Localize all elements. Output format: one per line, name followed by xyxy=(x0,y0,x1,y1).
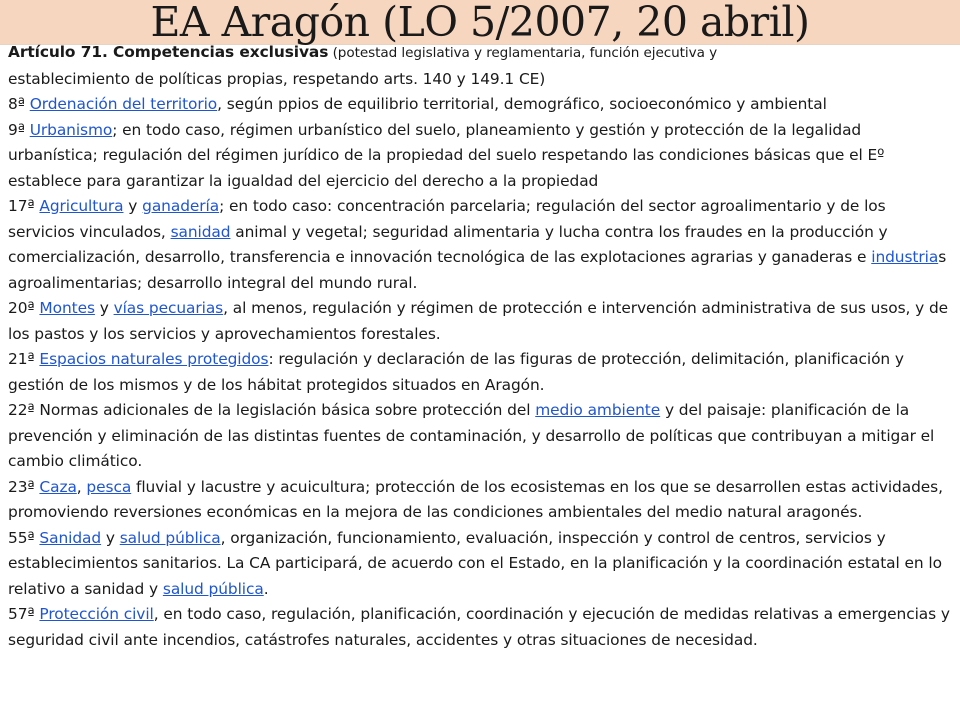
item-text: y del paisaje: planificación de la prevención y eliminación de las distintas fuentes de contaminación, y desarrollo de políticas que contribuyan a mitigar el cambio climático. xyxy=(8,401,935,470)
link-ganaderia[interactable]: ganadería xyxy=(142,197,220,215)
item-number: 55ª xyxy=(8,528,40,547)
link-urbanismo[interactable]: Urbanismo xyxy=(29,120,113,139)
item-21 xyxy=(8,347,950,398)
item-57 xyxy=(8,602,950,653)
slide-title: EA Aragón (LO 5/2007, 20 abril) xyxy=(150,0,810,46)
item-text: . xyxy=(263,579,269,598)
item-55 xyxy=(8,526,950,603)
link-caza[interactable]: Caza xyxy=(39,477,77,496)
link-medio-ambiente[interactable]: medio ambiente xyxy=(535,401,661,419)
item-text: animal y vegetal; seguridad alimentaria y lucha contra los fraudes en la producción y comercialización, desarrollo, transferencia e innovación tecnológica de las explotaciones agrarias y ganaderas e xyxy=(8,222,888,266)
item-number: 23ª xyxy=(8,477,40,496)
link-salud-publica[interactable]: salud pública xyxy=(119,528,221,547)
item-text: s agroalimentarias; desarrollo integral del mundo rural. xyxy=(8,248,947,292)
link-sanidad-55[interactable]: Sanidad xyxy=(39,528,102,547)
link-ordenacion-territorio[interactable]: Ordenación del territorio xyxy=(29,95,218,113)
link-proteccion-civil[interactable]: Protección civil xyxy=(39,605,154,623)
intro-paren-2: establecimiento de políticas propias, respetando arts. 140 y 149.1 CE) xyxy=(8,69,546,88)
link-salud-publica-2[interactable]: salud pública xyxy=(162,579,264,598)
article-intro xyxy=(8,40,950,92)
item-17 xyxy=(8,194,950,296)
item-text: ; en todo caso, régimen urbanístico del suelo, planeamiento y gestión y protección de la legalidad urbanística; regulación del régimen jurídico de la propiedad del suelo respetando las condiciones básicas que el Eº establece para garantizar la igualdad del ejercicio del derecho a la propiedad xyxy=(8,120,885,190)
link-vias-pecuarias[interactable]: vías pecuarias xyxy=(113,299,224,317)
intro-paren-1: (potestad legislativa y reglamentaria, función ejecutiva y xyxy=(328,45,718,61)
item-text: 22ª Normas adicionales de la legislación básica sobre protección del xyxy=(8,401,536,419)
item-22 xyxy=(8,398,950,475)
item-text: : regulación y declaración de las figuras de protección, delimitación, planificación y gestión de los mismos y de los hábitat protegidos situados en Aragón. xyxy=(8,350,904,394)
item-text: y xyxy=(123,197,143,215)
link-espacios-naturales[interactable]: Espacios naturales protegidos xyxy=(39,350,269,368)
item-text: , en todo caso, regulación, planificación, coordinación y ejecución de medidas relativas a emergencias y seguridad civil ante incendios, catástrofes naturales, accidentes y otras situaciones de necesidad. xyxy=(8,605,950,649)
link-pesca[interactable]: pesca xyxy=(86,477,132,496)
item-number: 57ª xyxy=(8,605,40,623)
item-number: 9ª xyxy=(8,120,30,139)
item-20 xyxy=(8,296,950,347)
article-body xyxy=(8,40,950,653)
item-text: y xyxy=(101,528,120,547)
item-text: y xyxy=(94,299,114,317)
item-number: 20ª xyxy=(8,299,40,317)
article-heading: Artículo 71. Competencias exclusivas xyxy=(8,43,329,61)
item-23 xyxy=(8,475,950,526)
item-text: , al menos, regulación y régimen de protección e intervención administrativa de sus usos, y de los pastos y los servicios y aprovechamientos forestales. xyxy=(8,299,949,343)
item-number: 21ª xyxy=(8,350,40,368)
link-industria[interactable]: industria xyxy=(871,248,939,266)
item-text: fluvial y lacustre y acuicultura; protección de los ecosistemas en los que se desarrollen estas actividades, promoviendo reversiones económicas en la mejora de las condiciones ambientales del medio natural aragonés. xyxy=(8,477,943,521)
item-number: 8ª xyxy=(8,95,30,113)
item-8 xyxy=(8,92,950,118)
item-text: , organización, funcionamiento, evaluación, inspección y control de centros, servicios y establecimientos sanitarios. La CA participará, de acuerdo con el Estado, en la planificación y la coordinación estatal en lo relativo a sanidad y xyxy=(8,528,942,598)
item-number: 17ª xyxy=(8,197,40,215)
link-sanidad[interactable]: sanidad xyxy=(170,222,231,241)
link-montes[interactable]: Montes xyxy=(39,299,95,317)
item-9 xyxy=(8,118,950,195)
item-text: , xyxy=(76,477,87,496)
item-text: , según ppios de equilibrio territorial, demográfico, socioeconómico y ambiental xyxy=(217,95,827,113)
item-text: ; en todo caso: concentración parcelaria; regulación del sector agroalimentario y de los servicios vinculados, xyxy=(8,197,886,241)
link-agricultura[interactable]: Agricultura xyxy=(39,197,124,215)
